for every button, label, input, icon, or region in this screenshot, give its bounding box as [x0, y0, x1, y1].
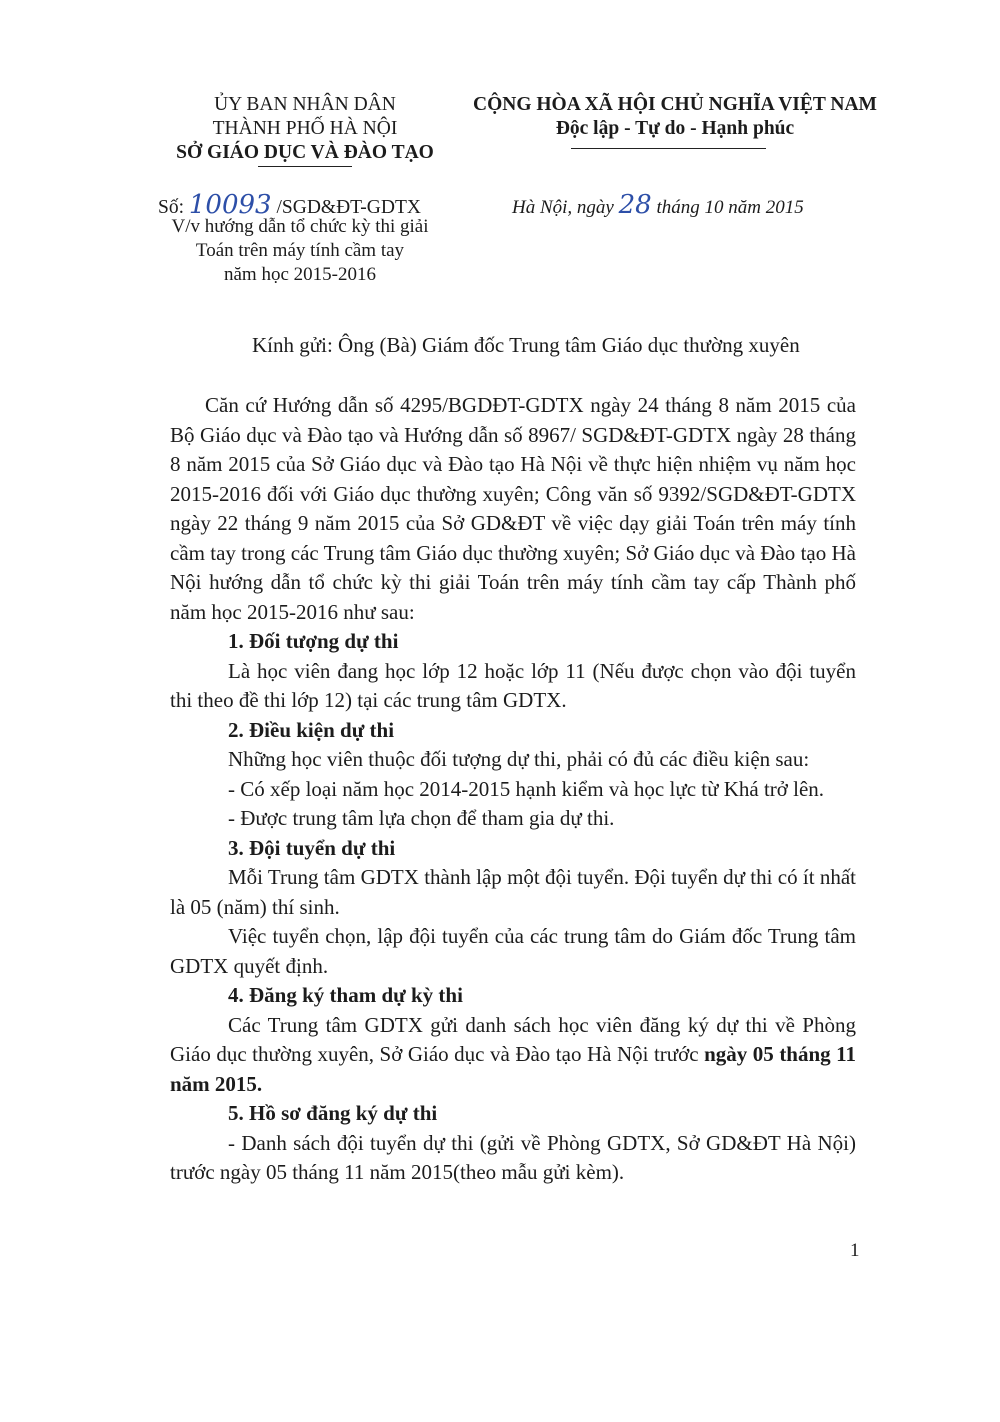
- document-date: [512, 190, 804, 220]
- authority-line-3: SỞ GIÁO DỤC VÀ ĐÀO TẠO: [176, 142, 434, 163]
- handwritten-day: 28: [618, 190, 652, 220]
- subject-line-3: năm học 2015-2016: [224, 264, 376, 285]
- handwritten-number: 10093: [188, 190, 272, 220]
- intro-paragraph: Căn cứ Hướng dẫn số 4295/BGDĐT-GDTX ngày 24 tháng 8 năm 2015 của Bộ Giáo dục và Đào tạo và Hướng dẫn số 8967/ SGD&ĐT-GDTX ngày 28 tháng 8 năm 2015 của Sở Giáo dục và Đào tạo Hà Nội về thực hiện nhiệm vụ năm học 2015-2016 đối với Giáo dục thường xuyên; Công văn số 9392/SGD&ĐT-GDTX ngày 22 tháng 9 năm 2015 của Sở GD&ĐT về việc dạy giải Toán trên máy tính cầm tay trong các Trung tâm Giáo dục thường xuyên; Sở Giáo dục và Đào tạo Hà Nội hướng dẫn tổ chức kỳ thi giải Toán trên máy tính cầm tay cấp Thành phố năm học 2015-2016 như sau:: [170, 393, 856, 624]
- subject-line-1: V/v hướng dẫn tổ chức kỳ thi giải: [171, 216, 429, 237]
- section-4-deadline: ngày 05 tháng 11 năm 2015.: [170, 1042, 857, 1096]
- section-3-text-2: Việc tuyển chọn, lập đội tuyển của các trung tâm do Giám đốc Trung tâm GDTX quyết định.: [170, 924, 856, 978]
- national-motto: [470, 93, 880, 141]
- section-5-title: 5. Hồ sơ đăng ký dự thi: [228, 1101, 438, 1125]
- subject: [150, 215, 450, 287]
- section-1-title: 1. Đối tượng dự thi: [228, 629, 399, 653]
- page-number: 1: [850, 1240, 860, 1261]
- number-prefix: Số:: [158, 197, 185, 218]
- section-3-text-1: Mỗi Trung tâm GDTX thành lập một đội tuyển. Đội tuyển dự thi có ít nhất là 05 (năm) thí sinh.: [170, 865, 856, 919]
- subject-line-2: Toán trên máy tính cầm tay: [195, 240, 405, 261]
- date-prefix: Hà Nội, ngày: [512, 197, 614, 218]
- section-2-text: Những học viên thuộc đối tượng dự thi, phải có đủ các điều kiện sau:: [228, 747, 810, 771]
- section-1-text: Là học viên đang học lớp 12 hoặc lớp 11 (Nếu được chọn vào đội tuyển thi theo đề thi lớp 12) tại các trung tâm GDTX.: [170, 658, 856, 712]
- motto: Độc lập - Tự do - Hạnh phúc: [555, 118, 795, 139]
- greeting: Kính gửi: Ông (Bà) Giám đốc Trung tâm Giáo dục thường xuyên: [252, 333, 800, 357]
- authority-line-1: ỦY BAN NHÂN DÂN: [214, 94, 396, 115]
- authority-underline: [258, 166, 352, 167]
- motto-underline: [571, 148, 766, 149]
- authority-line-2: THÀNH PHỐ HÀ NỘI: [212, 118, 398, 139]
- section-2-title: 2. Điều kiện dự thi: [228, 717, 395, 742]
- section-4-text: Các Trung tâm GDTX gửi danh sách học viên đăng ký dự thi về Phòng Giáo dục thường xuyên, Sở Giáo dục và Đào tạo Hà Nội trước: [170, 1012, 856, 1066]
- section-2-item-1: - Có xếp loại năm học 2014-2015 hạnh kiểm và học lực từ Khá trở lên.: [228, 776, 825, 801]
- date-suffix: tháng 10 năm 2015: [656, 197, 804, 218]
- section-5-item-1: - Danh sách đội tuyển dự thi (gửi về Phòng GDTX, Sở GD&ĐT Hà Nội) trước ngày 05 tháng 11 năm 2015(theo mẫu gửi kèm).: [170, 1130, 856, 1184]
- document-body: [170, 391, 856, 1188]
- issuing-authority: [150, 93, 460, 165]
- section-2-item-2: - Được trung tâm lựa chọn để tham gia dự thi.: [228, 806, 615, 830]
- section-3-title: 3. Đội tuyển dự thi: [228, 835, 396, 860]
- country-name: CỘNG HÒA XÃ HỘI CHỦ NGHĨA VIỆT NAM: [473, 94, 877, 115]
- number-suffix: /SGD&ĐT-GDTX: [276, 197, 421, 218]
- section-4-title: 4. Đăng ký tham dự kỳ thi: [228, 983, 463, 1007]
- section-4-paragraph: [170, 1011, 856, 1100]
